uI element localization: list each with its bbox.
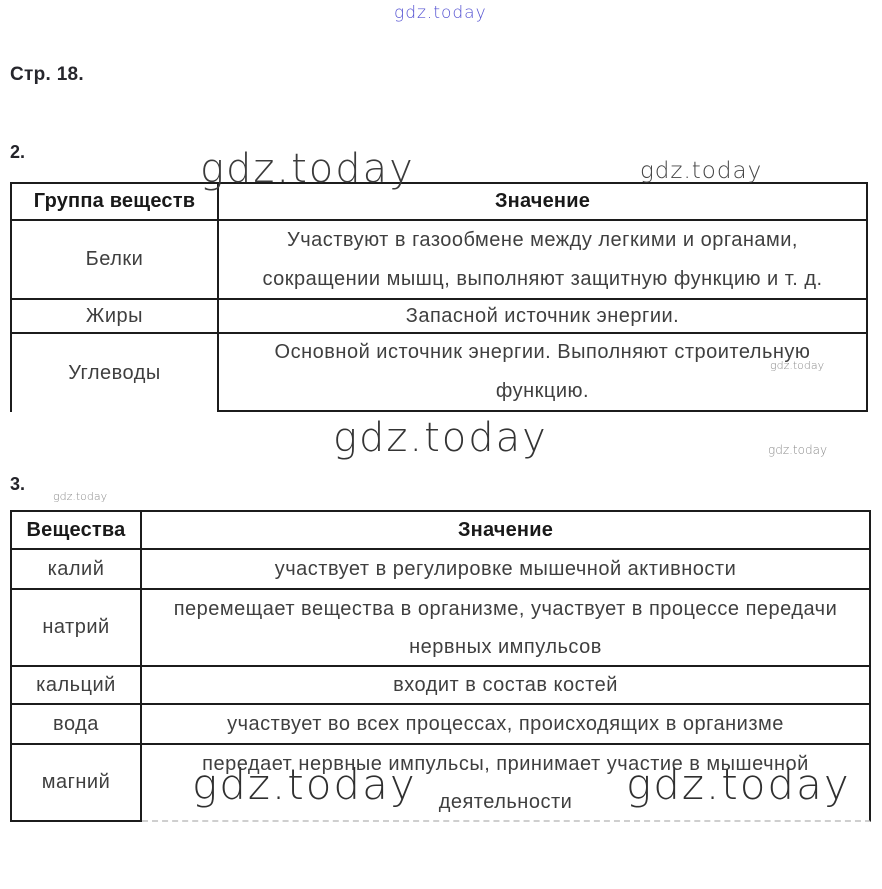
site-watermark-table1-large: gdz.today [200,146,415,192]
site-watermark-bottom-right: gdz.today [626,760,851,809]
site-watermark-table1-right: gdz.today [640,158,763,184]
site-watermark-section3-small: gdz.today [53,490,108,503]
value-line: участвует во всех процессах, происходящих в организме [227,712,784,735]
table-header-row [12,512,871,550]
table-row [12,300,868,334]
row-name-carbohydrates: Углеводы [12,334,219,412]
table-row [12,334,868,412]
site-watermark-center-large: gdz.today [333,415,548,461]
row-value-proteins [219,221,868,300]
row-name-calcium: кальций [12,667,142,705]
table-row [12,667,871,705]
row-name-water: вода [12,705,142,745]
row-value-calcium [142,667,871,705]
row-name-sodium: натрий [12,590,142,667]
table-row [12,745,871,822]
row-value-water [142,705,871,745]
table-row [12,705,871,745]
page-title: Стр. 18. [10,64,85,85]
value-line: участвует в регулировке мышечной активности [274,557,737,580]
value-line: функцию. [495,380,590,402]
section-number-2: 2. [10,142,26,162]
row-name-fats: Жиры [12,300,219,334]
value-line: деятельности [438,790,573,813]
row-name-proteins: Белки [12,221,219,300]
table-row [12,590,871,667]
column-header-meaning: Значение [219,184,868,221]
value-line: Участвуют в газообмене между легкими и органами, [287,228,798,251]
row-value-magnesium [142,745,871,822]
value-line: входит в состав костей [393,673,618,696]
site-watermark-center-small: gdz.today [768,443,828,457]
value-line: сокращении мышц, выполняют защитную функцию и т. д. [262,267,823,290]
row-value-fats [219,300,868,334]
table-row [12,221,868,300]
value-line: нервных импульсов [409,635,602,658]
substance-groups-table [10,182,868,412]
value-line: Запасной источник энергии. [405,304,680,327]
column-header-group: Группа веществ [12,184,219,221]
table-row [12,550,871,590]
minerals-table [10,510,871,822]
value-line: перемещает вещества в организме, участвует в процессе передачи [173,597,838,620]
column-header-meaning: Значение [142,512,871,550]
section-number-3: 3. [10,474,26,494]
column-header-substances: Вещества [12,512,142,550]
value-line: Основной источник энергии. Выполняют строительную [274,341,811,363]
site-watermark-top: gdz.today [394,3,487,23]
value-line: передает нервные импульсы, принимает участие в мышечной [202,752,809,775]
table-header-row [12,184,868,221]
row-name-potassium: калий [12,550,142,590]
site-watermark-bottom-left: gdz.today [192,760,417,809]
row-value-potassium [142,550,871,590]
row-name-magnesium: магний [12,745,142,822]
row-value-carbohydrates [219,334,868,412]
row-value-sodium [142,590,871,667]
site-watermark-table1-tiny: gdz.today [770,359,825,372]
